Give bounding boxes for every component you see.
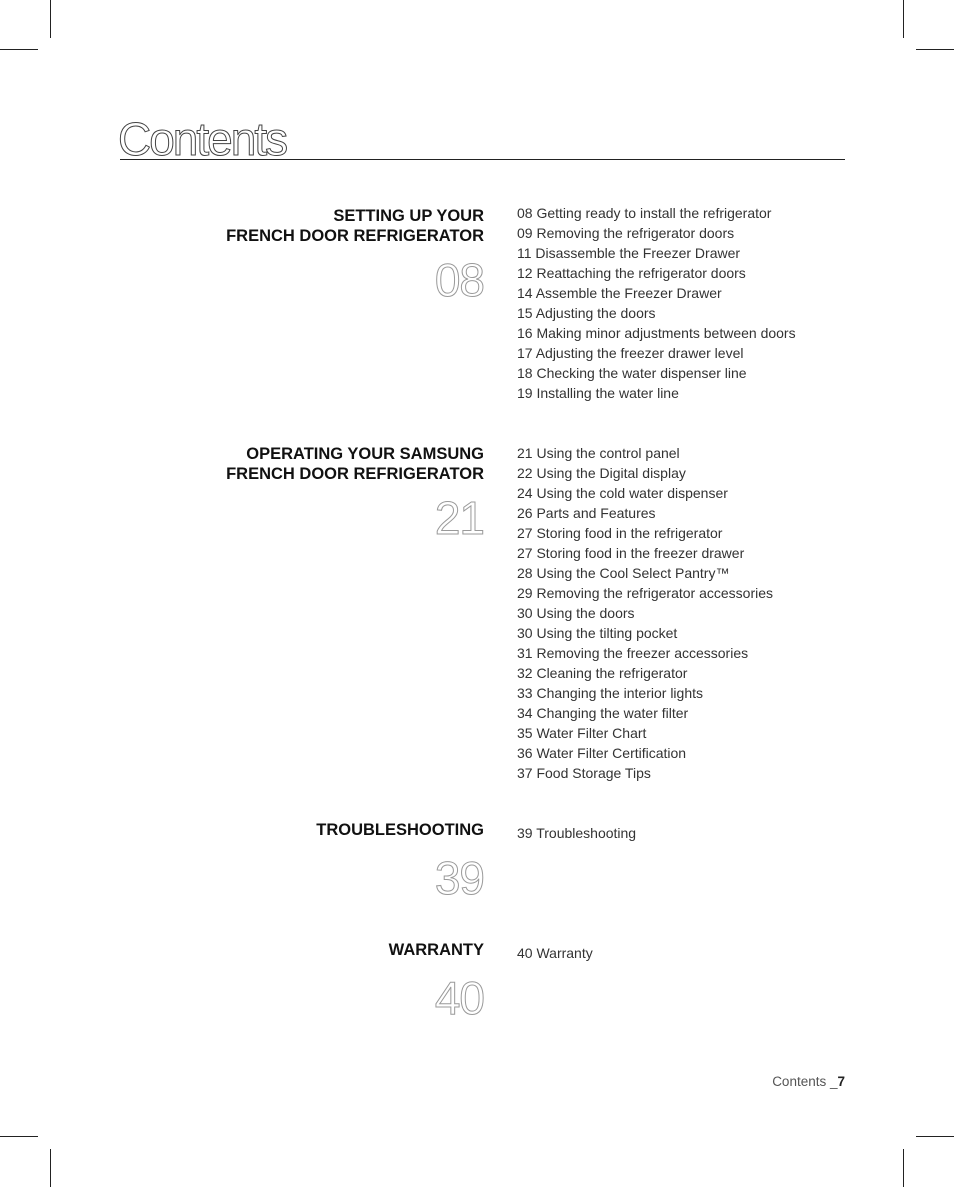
toc-item[interactable]: 37 Food Storage Tips	[517, 765, 651, 781]
crop-mark	[0, 49, 38, 50]
crop-mark	[916, 49, 954, 50]
toc-item[interactable]: 34 Changing the water filter	[517, 705, 689, 721]
toc-item[interactable]: 29 Removing the refrigerator accessories	[517, 585, 774, 601]
section-heading-line1: SETTING UP YOUR	[333, 207, 484, 225]
toc-item[interactable]: 30 Using the doors	[517, 605, 635, 621]
section-header	[120, 941, 484, 1024]
crop-mark	[916, 1136, 954, 1137]
section-number: 08	[434, 254, 484, 306]
title-rule	[118, 112, 845, 165]
toc-item[interactable]: 27 Storing food in the refrigerator	[517, 525, 723, 541]
crop-mark	[903, 1149, 904, 1187]
section-item-list	[517, 203, 857, 403]
toc-item[interactable]: 17 Adjusting the freezer drawer level	[517, 345, 744, 361]
toc-item[interactable]: 08 Getting ready to install the refrigerator	[517, 205, 772, 221]
toc-item[interactable]: 15 Adjusting the doors	[517, 305, 656, 321]
crop-mark	[0, 1136, 38, 1137]
crop-mark	[50, 1149, 51, 1187]
toc-item[interactable]: 26 Parts and Features	[517, 505, 656, 521]
page-title: Contents	[118, 113, 287, 165]
toc-item[interactable]: 32 Cleaning the refrigerator	[517, 665, 688, 681]
toc-item[interactable]: 36 Water Filter Certification	[517, 745, 687, 761]
section-heading-line1: TROUBLESHOOTING	[316, 821, 484, 839]
toc-item[interactable]: 39 Troubleshooting	[517, 825, 637, 841]
toc-item[interactable]: 40 Warranty	[517, 945, 593, 961]
section-heading-line1: OPERATING YOUR SAMSUNG	[246, 445, 484, 463]
toc-item[interactable]: 14 Assemble the Freezer Drawer	[517, 285, 722, 301]
section-heading-line1: WARRANTY	[388, 941, 484, 959]
toc-item[interactable]: 11 Disassemble the Freezer Drawer	[517, 245, 741, 261]
toc-item[interactable]: 28 Using the Cool Select Pantry™	[517, 565, 730, 581]
toc-item[interactable]: 19 Installing the water line	[517, 385, 679, 401]
toc-item[interactable]: 12 Reattaching the refrigerator doors	[517, 265, 746, 281]
section-number: 40	[434, 971, 484, 1024]
section-heading-line2: FRENCH DOOR REFRIGERATOR	[226, 226, 484, 245]
page-number: 7	[837, 1074, 845, 1089]
toc-item[interactable]: 27 Storing food in the freezer drawer	[517, 545, 745, 561]
toc-item[interactable]: 35 Water Filter Chart	[517, 725, 647, 741]
section-heading-line2: FRENCH DOOR REFRIGERATOR	[226, 464, 484, 483]
toc-item[interactable]: 16 Making minor adjustments between doors	[517, 325, 796, 341]
section-item-list	[517, 443, 857, 783]
section-item-list	[517, 943, 857, 963]
toc-item[interactable]: 33 Changing the interior lights	[517, 685, 704, 701]
section-header	[120, 207, 484, 306]
footer-label: Contents _	[772, 1074, 838, 1089]
toc-item[interactable]: 22 Using the Digital display	[517, 465, 686, 481]
toc-item[interactable]: 18 Checking the water dispenser line	[517, 365, 747, 381]
section-header	[120, 821, 484, 904]
crop-mark	[903, 0, 904, 38]
toc-item[interactable]: 21 Using the control panel	[517, 445, 680, 461]
section-item-list	[517, 823, 857, 843]
section-number: 21	[434, 492, 484, 544]
toc-item[interactable]: 24 Using the cold water dispenser	[517, 485, 728, 501]
toc-item[interactable]: 30 Using the tilting pocket	[517, 625, 678, 641]
page-footer	[772, 1074, 845, 1089]
crop-mark	[50, 0, 51, 38]
toc-item[interactable]: 09 Removing the refrigerator doors	[517, 225, 735, 241]
section-number: 39	[434, 851, 484, 904]
toc-item[interactable]: 31 Removing the freezer accessories	[517, 645, 749, 661]
section-header	[120, 445, 484, 544]
